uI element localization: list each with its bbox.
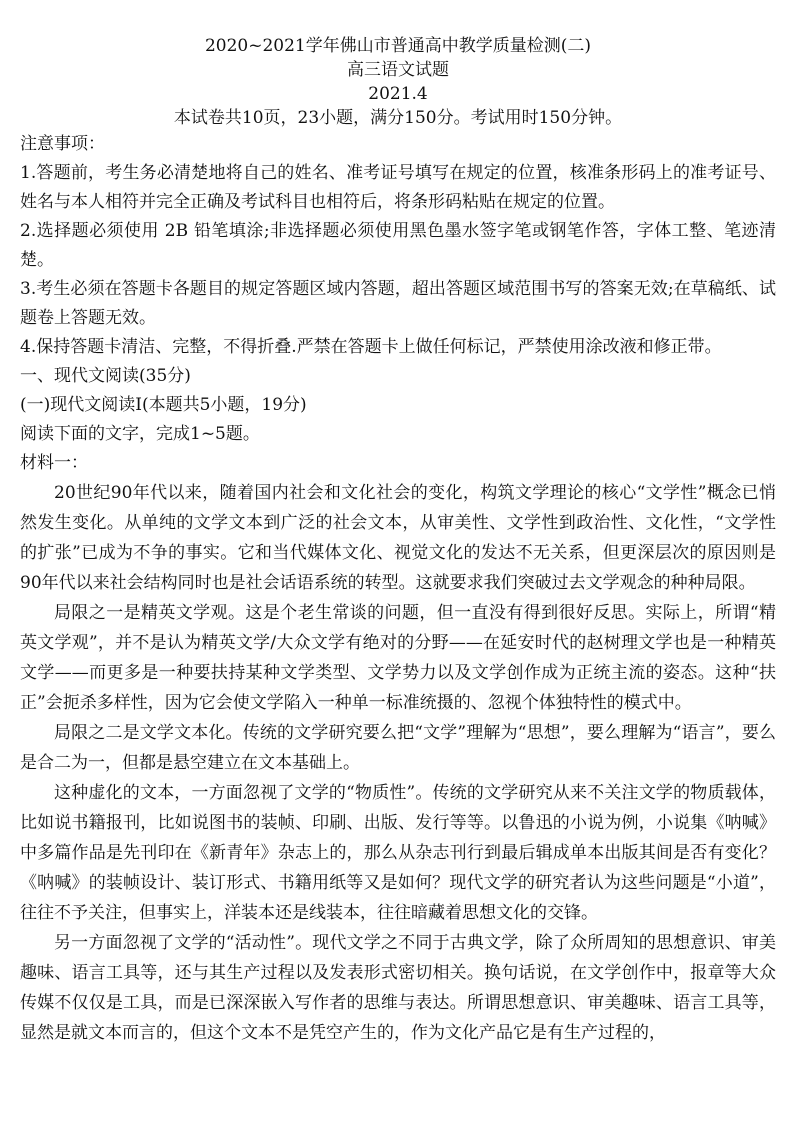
notes-heading: 注意事项： [20, 134, 105, 154]
body-paragraph: 局限之一是精英文学观。这是个老生常谈的问题，但一直没有得到很好反思。实际上，所谓“精英文学观”，并不是认为精英文学/大众文学有绝对的分野——在延安时代的赵树理文学也是一种精英文学——而更多是一种要扶持某种文学类型、文学势力以及文学创作成为正统主流的姿态。这种“扶正”会扼杀多样性，因为它会使文学陷入一种单一标准统摄的、忽视个体独特性的模式中。 [20, 603, 776, 713]
note-item: 1.答题前，考生务必清楚地将自己的姓名、准考证号填写在规定的位置，核准条形码上的准考证号、姓名与本人相符并完全正确及考试科目也相符后，将条形码粘贴在规定的位置。 [20, 163, 776, 212]
note-item: 2.选择题必须使用 2B 铅笔填涂;非选择题必须使用黑色墨水签字笔或钢笔作答，字体工整、笔迹清楚。 [20, 221, 776, 270]
body-paragraph: 20世纪90年代以来，随着国内社会和文化社会的变化，构筑文学理论的核心“文学性”概念已悄然发生变化。从单纯的文学文本到广泛的社会文本，从审美性、文学性到政治性、文化性，“文学性的扩张”已成为不争的事实。它和当代媒体文化、视觉文化的发达不无关系，但更深层次的原因则是90年代以来社会结构同时也是社会话语系统的转型。这就要求我们突破过去文学观念的种种局限。 [20, 483, 776, 593]
material-label: 材料一： [20, 453, 88, 473]
exam-info: 本试卷共10页，23小题，满分150分。考试用时150分钟。 [173, 108, 623, 128]
exam-title: 2020~2021学年佛山市普通高中教学质量检测(二) [204, 36, 592, 56]
body-paragraph: 局限之二是文学文本化。传统的文学研究要么把“文学”理解为“思想”，要么理解为“语言”，要么是合二为一，但都是悬空建立在文本基础上。 [20, 723, 776, 773]
exam-date: 2021.4 [368, 84, 428, 104]
reading-instruction: 阅读下面的文字，完成1~5题。 [20, 424, 260, 444]
exam-subtitle: 高三语文试题 [347, 60, 449, 80]
section-heading: 一、现代文阅读(35分) [20, 366, 191, 386]
section-subheading: (一)现代文阅读Ⅰ(本题共5小题，19分) [20, 395, 307, 415]
body-paragraph: 这种虚化的文本，一方面忽视了文学的“物质性”。传统的文学研究从来不关注文学的物质载体，比如说书籍报刊，比如说图书的装帧、印刷、出版、发行等等。以鲁迅的小说为例，小说集《呐喊》中多篇作品是先刊印在《新青年》杂志上的，那么从杂志刊行到最后辑成单本出版其间是否有变化？《呐喊》的装帧设计、装订形式、书籍用纸等又是如何？现代文学的研究者认为这些问题是“小道”，往往不予关注，但事实上，洋装本还是线装本，往往暗藏着思想文化的交锋。 [20, 783, 776, 923]
body-paragraph: 另一方面忽视了文学的“活动性”。现代文学之不同于古典文学，除了众所周知的思想意识、审美趣味、语言工具等，还与其生产过程以及发表形式密切相关。换句话说，在文学创作中，报章等大众传媒不仅仅是工具，而是已深深嵌入写作者的思维与表达。所谓思想意识、审美趣味、语言工具等，显然是就文本而言的，但这个文本不是凭空产生的，作为文化产品它是有生产过程的， [20, 933, 776, 1043]
note-item: 4.保持答题卡清洁、完整，不得折叠.严禁在答题卡上做任何标记，严禁使用涂改液和修正带。 [20, 337, 722, 357]
note-item: 3.考生必须在答题卡各题目的规定答题区域内答题，超出答题区域范围书写的答案无效;在草稿纸、试题卷上答题无效。 [20, 279, 776, 328]
